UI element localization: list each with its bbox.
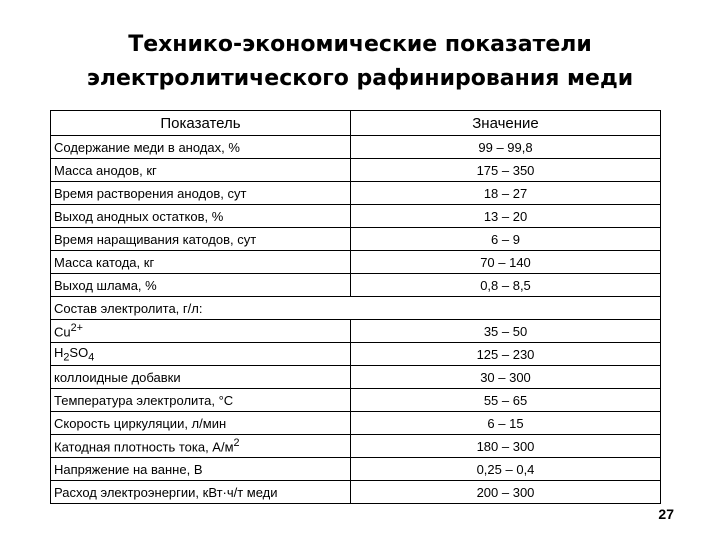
row-value: 6 – 9 <box>351 228 661 251</box>
unit-superscript: 2 <box>233 437 240 450</box>
row-label: Напряжение на ванне, В <box>51 458 351 481</box>
page-number: 27 <box>658 506 674 522</box>
table-header-row <box>51 111 661 136</box>
section-row <box>51 297 661 320</box>
page-title <box>0 28 720 96</box>
formula-subscript: 4 <box>88 351 95 364</box>
cu-ion-label: Cu <box>54 324 71 340</box>
table-row <box>51 228 661 251</box>
row-label: Время наращивания катодов, сут <box>51 228 351 251</box>
row-label: Расход электроэнергии, кВт·ч/т меди <box>51 481 351 504</box>
table-row <box>51 251 661 274</box>
row-label <box>51 435 351 458</box>
table-row <box>51 389 661 412</box>
table-row <box>51 458 661 481</box>
table-row <box>51 343 661 366</box>
electrolyte-section-label: Состав электролита, г/л: <box>51 297 661 320</box>
row-value: 175 – 350 <box>351 159 661 182</box>
row-label <box>51 320 351 343</box>
row-value: 35 – 50 <box>351 320 661 343</box>
current-density-label: Катодная плотность тока, А/м <box>54 439 234 455</box>
row-label: Температура электролита, °С <box>51 389 351 412</box>
row-value: 0,8 – 8,5 <box>351 274 661 297</box>
row-value: 13 – 20 <box>351 205 661 228</box>
row-label: коллоидные добавки <box>51 366 351 389</box>
table-row <box>51 412 661 435</box>
table-row <box>51 159 661 182</box>
table-row <box>51 136 661 159</box>
row-label: Масса анодов, кг <box>51 159 351 182</box>
table-row <box>51 182 661 205</box>
row-label <box>51 343 351 366</box>
row-label: Выход анодных остатков, % <box>51 205 351 228</box>
formula-part: SO <box>69 344 89 360</box>
table-row <box>51 274 661 297</box>
row-value: 200 – 300 <box>351 481 661 504</box>
row-value: 55 – 65 <box>351 389 661 412</box>
indicators-table <box>50 110 661 504</box>
row-label: Время растворения анодов, сут <box>51 182 351 205</box>
header-indicator: Показатель <box>51 111 351 136</box>
table-row <box>51 435 661 458</box>
row-value: 125 – 230 <box>351 343 661 366</box>
formula-subscript: 2 <box>63 351 70 364</box>
table-row <box>51 366 661 389</box>
row-label: Скорость циркуляции, л/мин <box>51 412 351 435</box>
row-value: 6 – 15 <box>351 412 661 435</box>
title-line-2: электролитического рафинирования меди <box>86 66 634 91</box>
table-row <box>51 205 661 228</box>
row-label: Масса катода, кг <box>51 251 351 274</box>
title-line-1: Технико-экономические показатели <box>128 32 592 57</box>
row-label: Содержание меди в анодах, % <box>51 136 351 159</box>
formula-part: H <box>54 344 64 360</box>
row-value: 30 – 300 <box>351 366 661 389</box>
row-value: 180 – 300 <box>351 435 661 458</box>
table-row <box>51 481 661 504</box>
row-label: Выход шлама, % <box>51 274 351 297</box>
row-value: 70 – 140 <box>351 251 661 274</box>
row-value: 18 – 27 <box>351 182 661 205</box>
cu-ion-charge: 2+ <box>70 322 83 335</box>
table-row <box>51 320 661 343</box>
row-value: 0,25 – 0,4 <box>351 458 661 481</box>
row-value: 99 – 99,8 <box>351 136 661 159</box>
header-value: Значение <box>351 111 661 136</box>
